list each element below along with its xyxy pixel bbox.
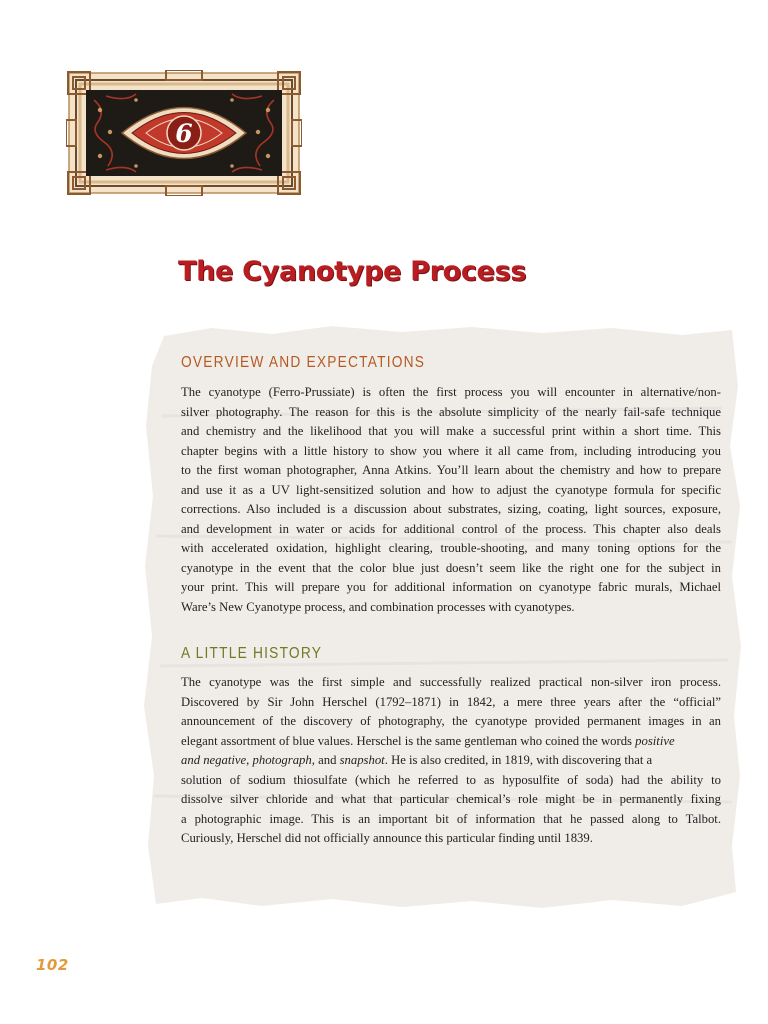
text-line: solution of sodium thiosulfate (which he referred to as hyposulfite of soda) had the ability to [181, 772, 721, 787]
text-line: announcement of the discovery of photography, the cyanotype provided permanent images in an [181, 714, 721, 728]
text-line: to the first woman photographer, Anna Atkins. You’ll learn about the chemistry and how to prepare [181, 463, 721, 477]
text-line: and use it as a UV light-sensitized solution and how to adjust the cyanotype formula for specific [181, 482, 721, 497]
italic-term: and negative, photograph, [181, 753, 315, 767]
text-line: cyanotype in the event that the color blue just doesn’t seem like the right one for the subject in [181, 560, 721, 575]
chapter-number: 6 [175, 119, 193, 148]
text-line: and development in water or acids for additional control of the process. This chapter also deals [181, 521, 721, 536]
paragraph-history [181, 673, 721, 849]
text-line [181, 732, 721, 752]
text-line: dissolve silver chloride and what that particular chemical’s role might be in permanently fixing [181, 792, 721, 806]
text-line: a photographic image. This is an important bit of information that he passed along to Talbot. [181, 811, 721, 826]
page-number: 102 [36, 956, 69, 974]
text-line: with accelerated oxidation, highlight clearing, trouble-shooting, and many toning options for the [181, 541, 721, 555]
text-line: chapter begins with a little history to show you where it all came from, including introducing you [181, 443, 721, 458]
text-run: . He is also credited, in 1819, with discovering that a [384, 753, 653, 767]
text-line: and chemistry and the likelihood that you will make a successful print within a short time. This [181, 424, 721, 438]
text-line: The cyanotype was the first simple and successfully realized practical non-silver iron process. [181, 675, 721, 689]
text-line: Discovered by Sir John Herschel (1792–1871) in 1842, a mere three years after the “official” [181, 694, 721, 709]
text-line: your print. This will prepare you for additional information on cyanotype fabric murals, Michael [181, 580, 721, 594]
text-line: corrections. Also included is a discussion about substrates, sizing, coating, light sources, exposure, [181, 502, 721, 516]
italic-term: positive [635, 733, 675, 748]
chapter-ornament [66, 70, 302, 196]
chapter-title: The Cyanotype Process [178, 256, 527, 287]
text-line: Curiously, Herschel did not officially announce this particular finding until 1839. [181, 831, 593, 845]
text-line: silver photography. The reason for this is the absolute simplicity of the nearly fail-safe technique [181, 404, 721, 419]
section-heading-overview: OVERVIEW AND EXPECTATIONS [181, 354, 426, 371]
text-run: and [314, 753, 340, 767]
paragraph-overview [181, 383, 721, 617]
section-heading-history: A LITTLE HISTORY [181, 645, 323, 662]
text-line: The cyanotype (Ferro-Prussiate) is often the first process you will encounter in alternative/non- [181, 385, 721, 399]
text-line [181, 751, 721, 771]
text-run: elegant assortment of blue values. Herschel is the same gentleman who coined the words [181, 733, 636, 748]
italic-term: snapshot [339, 753, 385, 767]
text-line: Ware’s New Cyanotype process, and combination processes with cyanotypes. [181, 599, 575, 614]
